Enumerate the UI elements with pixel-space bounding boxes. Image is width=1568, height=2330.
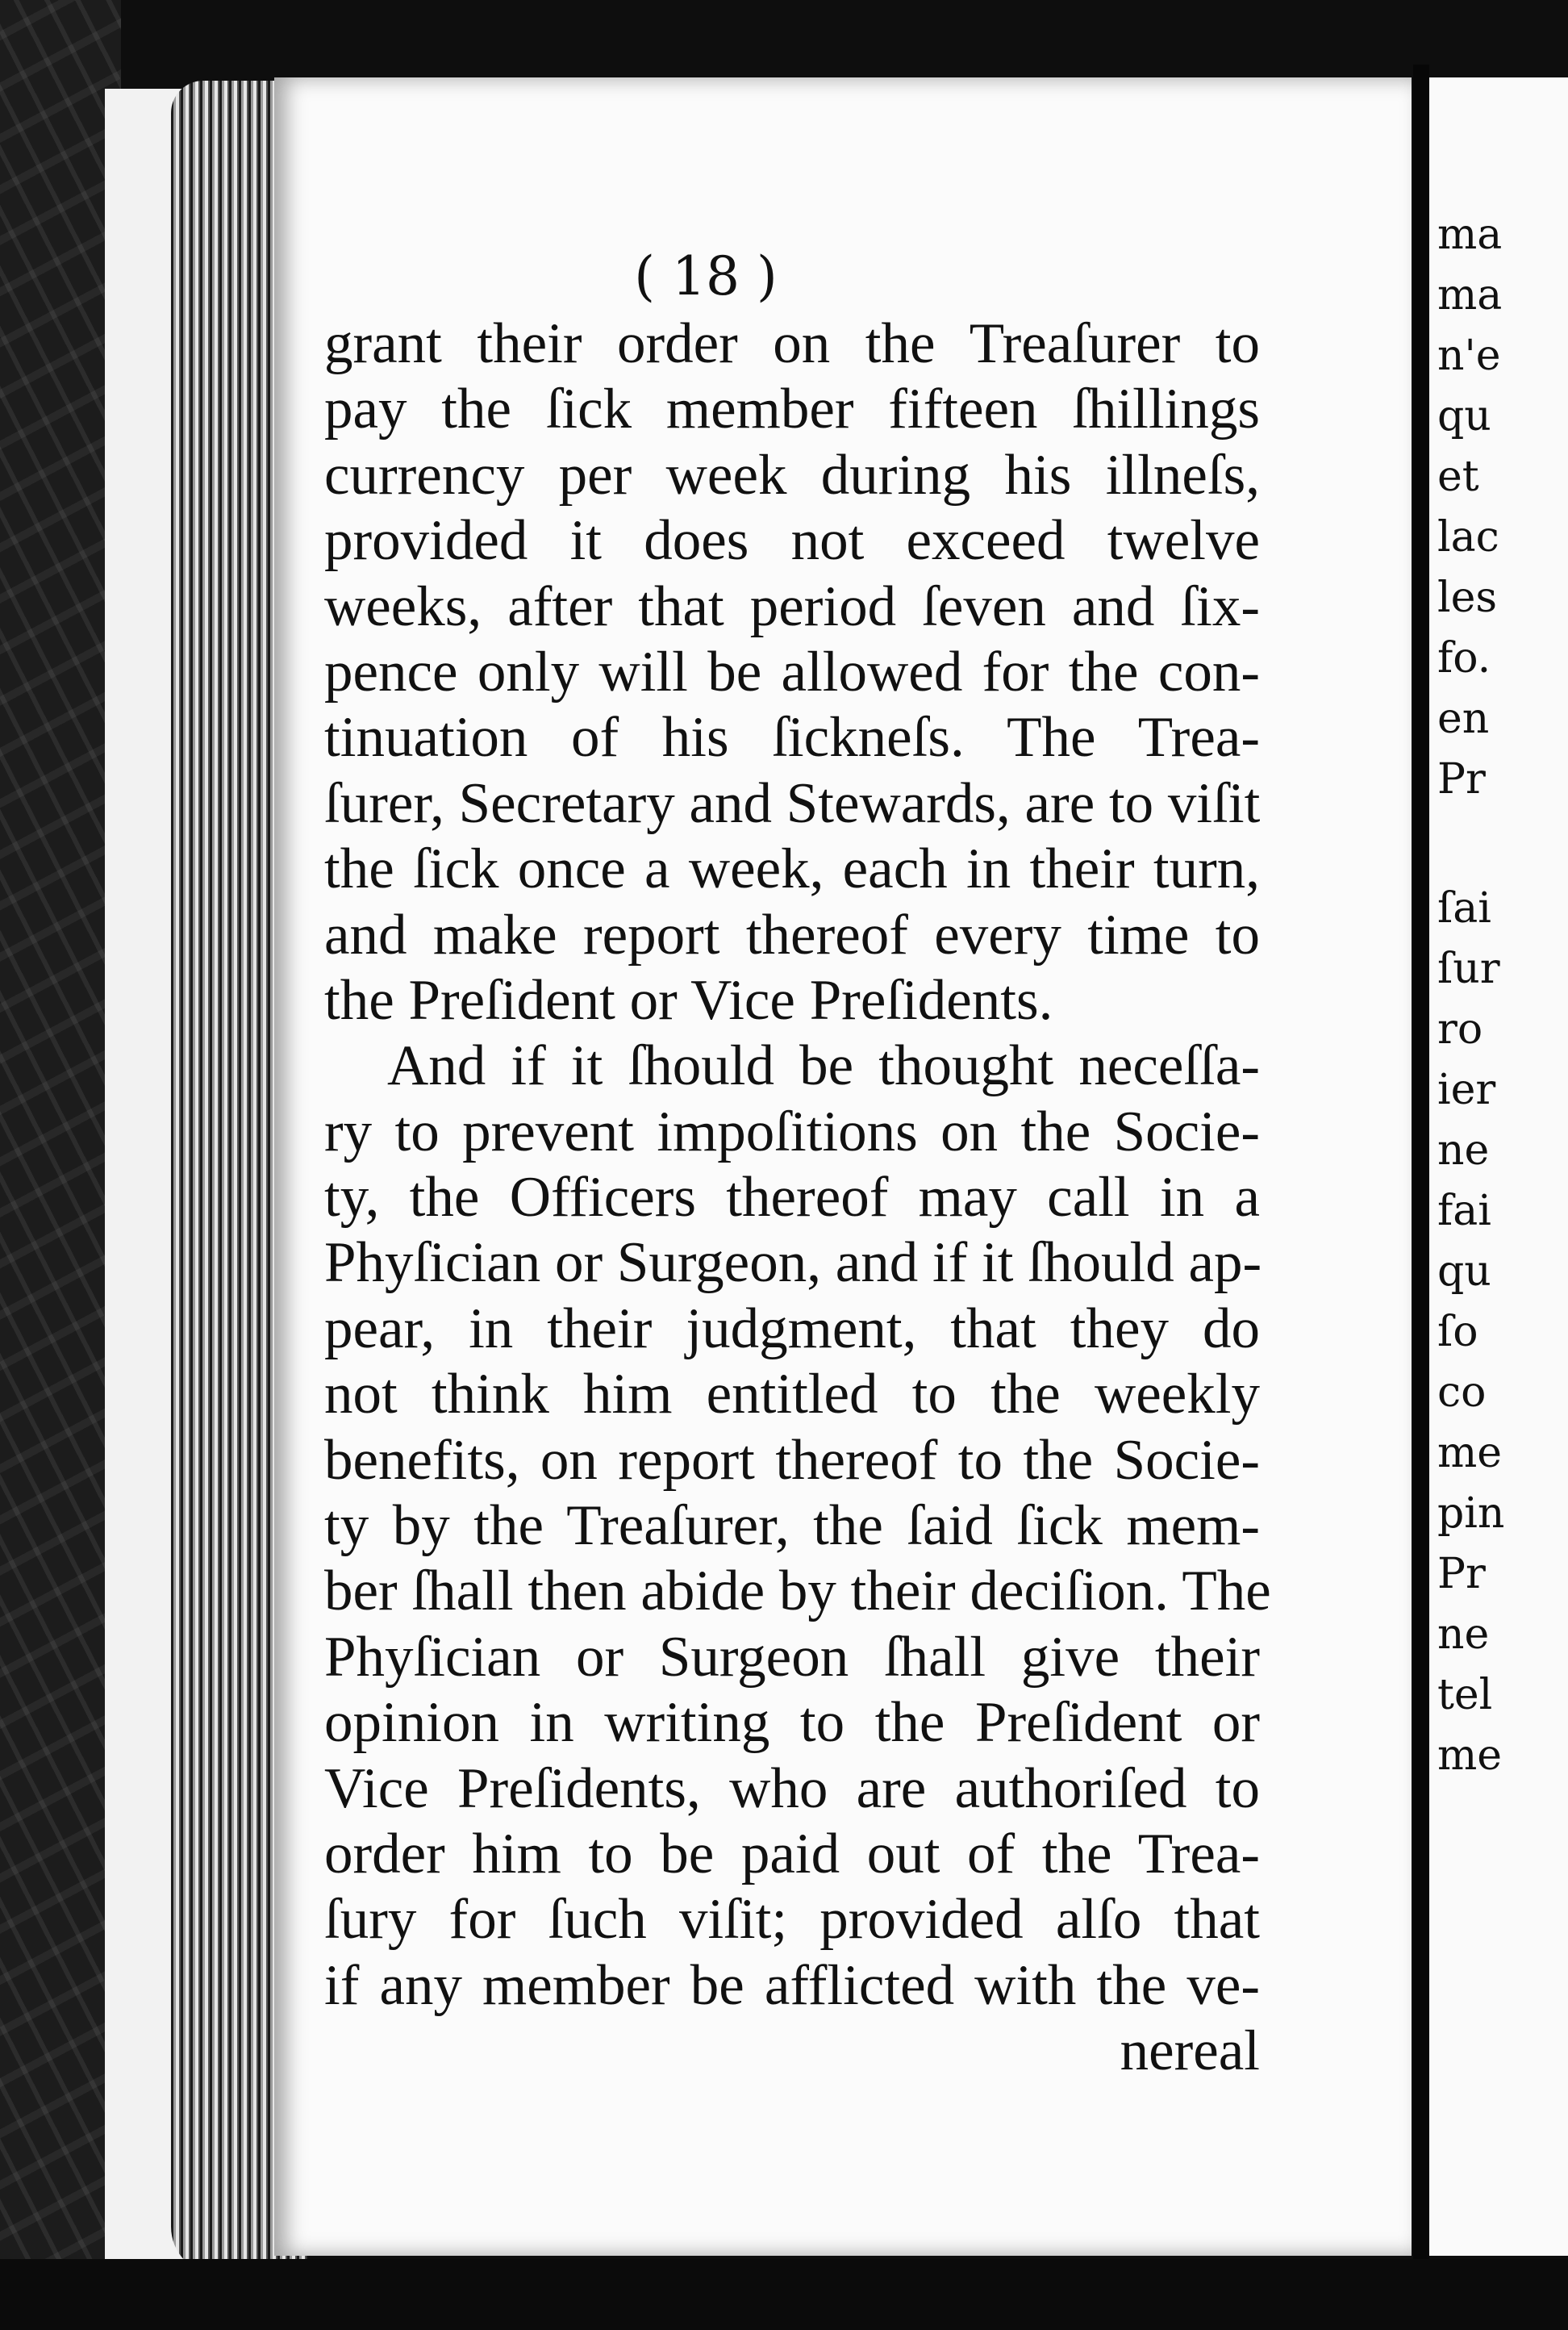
text-line: benefits, on report thereof to the Socie- [324, 1428, 1260, 1492]
page-number: ( 18 ) [634, 245, 778, 307]
text-line: opinion in writing to the Preſident or [324, 1691, 1260, 1755]
scan-bottom-edge [0, 2259, 1568, 2330]
facing-page-fragment: tel [1437, 1671, 1493, 1719]
text-line: the ſick once a week, each in their turn, [324, 837, 1260, 901]
facing-page [1429, 77, 1568, 2256]
text-line: provided it does not exceed twelve [324, 509, 1260, 573]
text-line: pear, in their judgment, that they do [324, 1297, 1260, 1360]
facing-page-fragment: ſo [1437, 1308, 1478, 1356]
text-line: weeks, after that period ſeven and ſix- [324, 574, 1260, 638]
text-line: ſurer, Secretary and Stewards, are to viſit [324, 771, 1261, 835]
facing-page-fragment: ma [1437, 271, 1503, 319]
facing-page-fragment: ne [1437, 1610, 1490, 1659]
facing-page-fragment: me [1437, 1429, 1503, 1477]
facing-page-fragment: pin [1437, 1489, 1505, 1538]
text-line: order him to be paid out of the Trea- [324, 1822, 1260, 1885]
facing-page-fragment: Pr [1437, 1550, 1486, 1598]
facing-page-fragment: fai [1437, 1187, 1491, 1235]
text-line: pay the ſick member fifteen ſhillings [324, 378, 1260, 441]
facing-page-fragment: et [1437, 453, 1479, 501]
marbled-cover-board [0, 0, 121, 2330]
facing-page-fragment: n'e [1437, 332, 1501, 380]
body-text [324, 311, 1271, 2085]
text-line: not think him entitled to the weekly [324, 1363, 1260, 1426]
text-line: Phyſician or Surgeon, and if it ſhould ap- [324, 1231, 1262, 1295]
facing-page-fragment: lac [1437, 513, 1499, 562]
facing-page-fragment: en [1437, 695, 1490, 743]
facing-page-fragment: ſur [1437, 945, 1500, 993]
text-line: ry to prevent impoſitions on the Socie- [324, 1100, 1260, 1163]
facing-page-fragment: me [1437, 1731, 1503, 1780]
text-line: And if it ſhould be thought neceſſa- [387, 1034, 1260, 1098]
text-line: and make report thereof every time to [324, 903, 1260, 967]
text-line: Vice Preſidents, who are authoriſed to [324, 1756, 1260, 1820]
facing-page-fragment: Pr [1437, 755, 1486, 804]
facing-page-fragment: ſai [1437, 884, 1491, 933]
facing-page-fragment: ier [1437, 1066, 1496, 1114]
text-line: grant their order on the Treaſurer to [324, 312, 1260, 375]
facing-page-fragment: ro [1437, 1005, 1483, 1054]
text-line: ſury for ſuch viſit; provided alſo that [324, 1888, 1260, 1952]
text-line: the Preſident or Vice Preſidents. [324, 968, 1053, 1032]
text-line: Phyſician or Surgeon ſhall give their [324, 1625, 1260, 1689]
facing-page-fragment: ne [1437, 1126, 1490, 1175]
text-line: pence only will be allowed for the con- [324, 640, 1260, 704]
left-page [274, 77, 1412, 2256]
text-line: ty by the Treaſurer, the ſaid ſick mem- [324, 1494, 1260, 1558]
facing-page-fragment: les [1437, 574, 1498, 622]
catchword: nereal [1120, 2019, 1260, 2083]
text-line: tinuation of his ſickneſs. The Trea- [324, 706, 1260, 770]
text-line: ty, the Officers thereof may call in a [324, 1166, 1260, 1230]
text-line: if any member be afflicted with the ve- [324, 1953, 1260, 2017]
book-gutter [1413, 65, 1429, 2291]
text-line: currency per week during his illneſs, [324, 443, 1260, 507]
facing-page-fragment: ma [1437, 211, 1503, 259]
facing-page-fragment: qu [1437, 392, 1491, 441]
text-line: ber ſhall then abide by their deciſion. The [324, 1560, 1271, 1623]
facing-page-fragment: fo. [1437, 634, 1491, 683]
facing-page-fragment: qu [1437, 1247, 1491, 1296]
facing-page-fragment: co [1437, 1368, 1487, 1417]
